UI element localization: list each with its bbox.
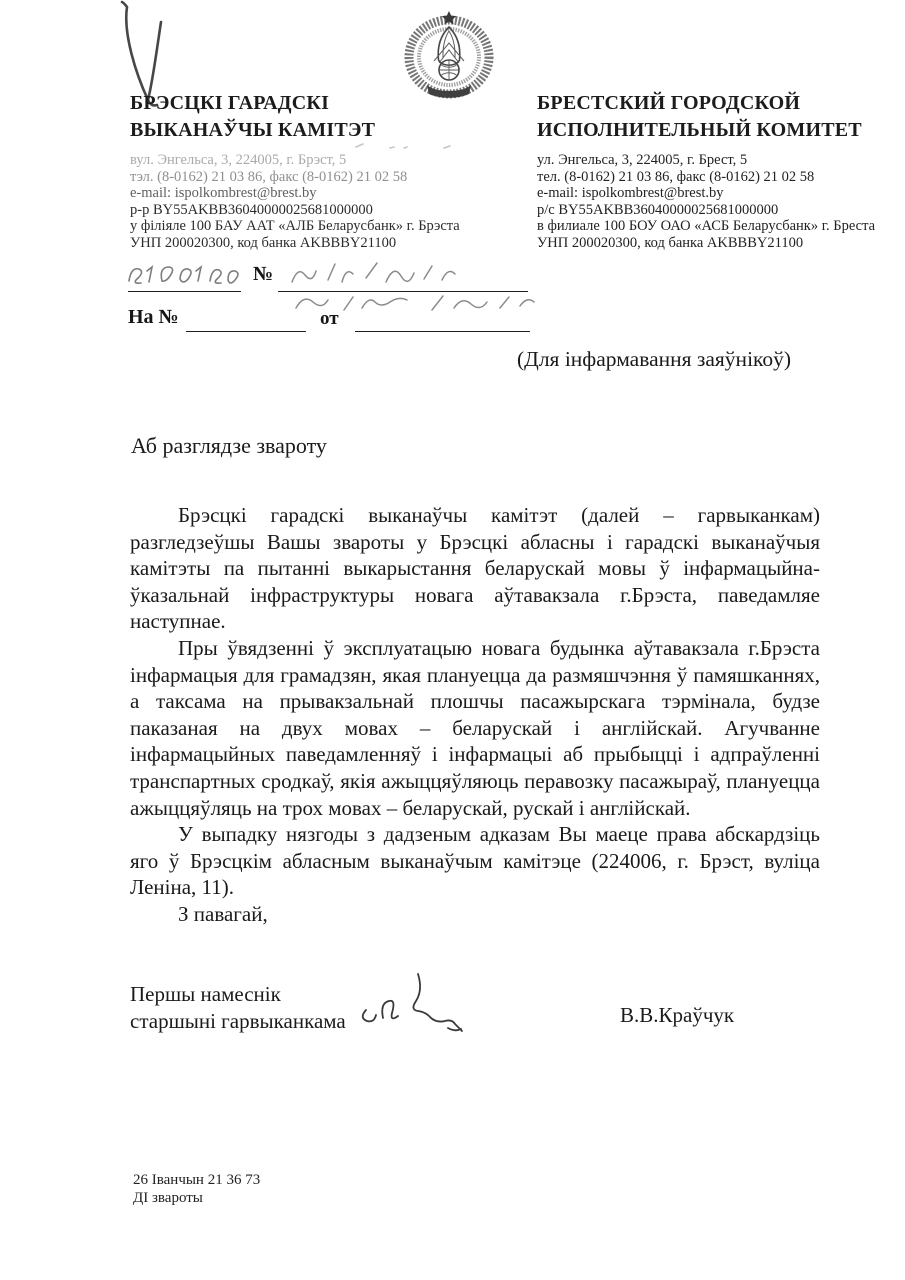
coat-of-arms-belarus-icon (397, 8, 501, 100)
paragraph: Брэсцкі гарадскі выканаўчы камітэт (далей – гарвыканкам) разгледзеўшы Вашы звароты у Брэсцкі абласны і гарадскі выканаўчыя камітэты па пытанні выкарыстання беларускай мовы ў інфармацыйна-ўказальнай інфраструктуры новага аўтавакзала г.Брэста, паведамляе наступнае. (130, 503, 820, 634)
address-line: в филиале 100 БОУ ОАО «АСБ Беларусбанк» г. Бреста (537, 218, 876, 234)
paragraph: Пры ўвядзенні ў эксплуатацыю новага будынка аўтавакзала г.Брэста інфармацыя для грамадзян, якая плануецца да размяшчэння ў памяшканнях, а таксама на прывакзальнай плошчы пасажырскага тэрмінала, будзе паказаная на двух мовах – беларускай і англійскай. Агучванне інфармацыйных паведамленняў і інфармацыі аб прыбыцці і адпраўленні транспартных сродкаў, якія ажыццяўляюць перавозку пасажыраў, плануецца ажыццяўляць на трох мовах – беларускай, рускай і англійскай. (130, 635, 820, 820)
address-line: тэл. (8-0162) 21 03 86, факс (8-0162) 21 02 58 (130, 168, 408, 185)
signature-mark (356, 970, 471, 1038)
org-title-belarusian (130, 90, 490, 143)
letter-body (130, 502, 820, 928)
address-line: УНП 200020300, код банка AKBBBY21100 (130, 234, 397, 251)
address-line: тел. (8-0162) 21 03 86, факс (8-0162) 21 02 58 (537, 168, 815, 185)
executor-note (133, 1171, 260, 1207)
org-title-russian (537, 90, 887, 143)
signer-position-line2: старшыні гарвыканкама (130, 1008, 346, 1033)
address-line: ул. Энгельса, 3, 224005, г. Брест, 5 (537, 152, 748, 168)
paragraph: У выпадку нязгоды з дадзеным адказам Вы маеце права абскардзіць яго ў Брэсцкім абласным выканаўчым камітэце (224006, г. Брэст, вуліца Леніна, 11). (130, 822, 820, 900)
address-line: у філіяле 100 БАУ ААТ «АЛБ Беларусбанк» г. Брэста (130, 218, 460, 234)
number-sign: № (253, 263, 274, 285)
address-line: УНП 200020300, код банка AKBBBY21100 (537, 234, 804, 251)
org-address-belarusian (130, 152, 460, 251)
notice-line: (Для інфармавання заяўнікоў) (517, 347, 792, 371)
signer-name: В.В.Краўчук (620, 1003, 735, 1027)
org-title-line1: БРЭСЦКІ ГАРАДСКІ (130, 92, 330, 114)
org-address-russian (537, 152, 875, 251)
executor-line2: ДІ звароты (133, 1190, 203, 1206)
date-underline (128, 291, 241, 292)
reply-number-underline (186, 331, 306, 332)
handwritten-date-mark (122, 254, 248, 292)
signer-position (130, 981, 346, 1034)
from-label: от (320, 308, 339, 329)
signer-position-line1: Першы намеснік (130, 982, 281, 1006)
from-date-underline (355, 331, 530, 332)
org-title-line2: ИСПОЛНИТЕЛЬНЫЙ КОМИТЕТ (537, 118, 862, 141)
org-title-line2: ВЫКАНАЎЧЫ КАМІТЭТ (130, 118, 376, 141)
executor-line1: 26 Іванчын 21 36 73 (133, 1172, 261, 1188)
address-line: вул. Энгельса, 3, 224005, г. Брэст, 5 (130, 152, 347, 168)
reply-to-label: На № (128, 306, 179, 328)
org-title-line1: БРЕСТСКИЙ ГОРОДСКОЙ (537, 92, 801, 114)
address-line: e-mail: ispolkombrest@brest.by (537, 185, 724, 201)
address-line: e-mail: ispolkombrest@brest.by (130, 185, 317, 201)
subject-line: Аб разглядзе звароту (131, 433, 327, 458)
address-line: р/с BY55AKBB36040000025681000000 (537, 201, 779, 218)
address-line: р-р BY55AKBB36040000025681000000 (130, 201, 373, 218)
closing-line: З павагай, (178, 901, 268, 926)
